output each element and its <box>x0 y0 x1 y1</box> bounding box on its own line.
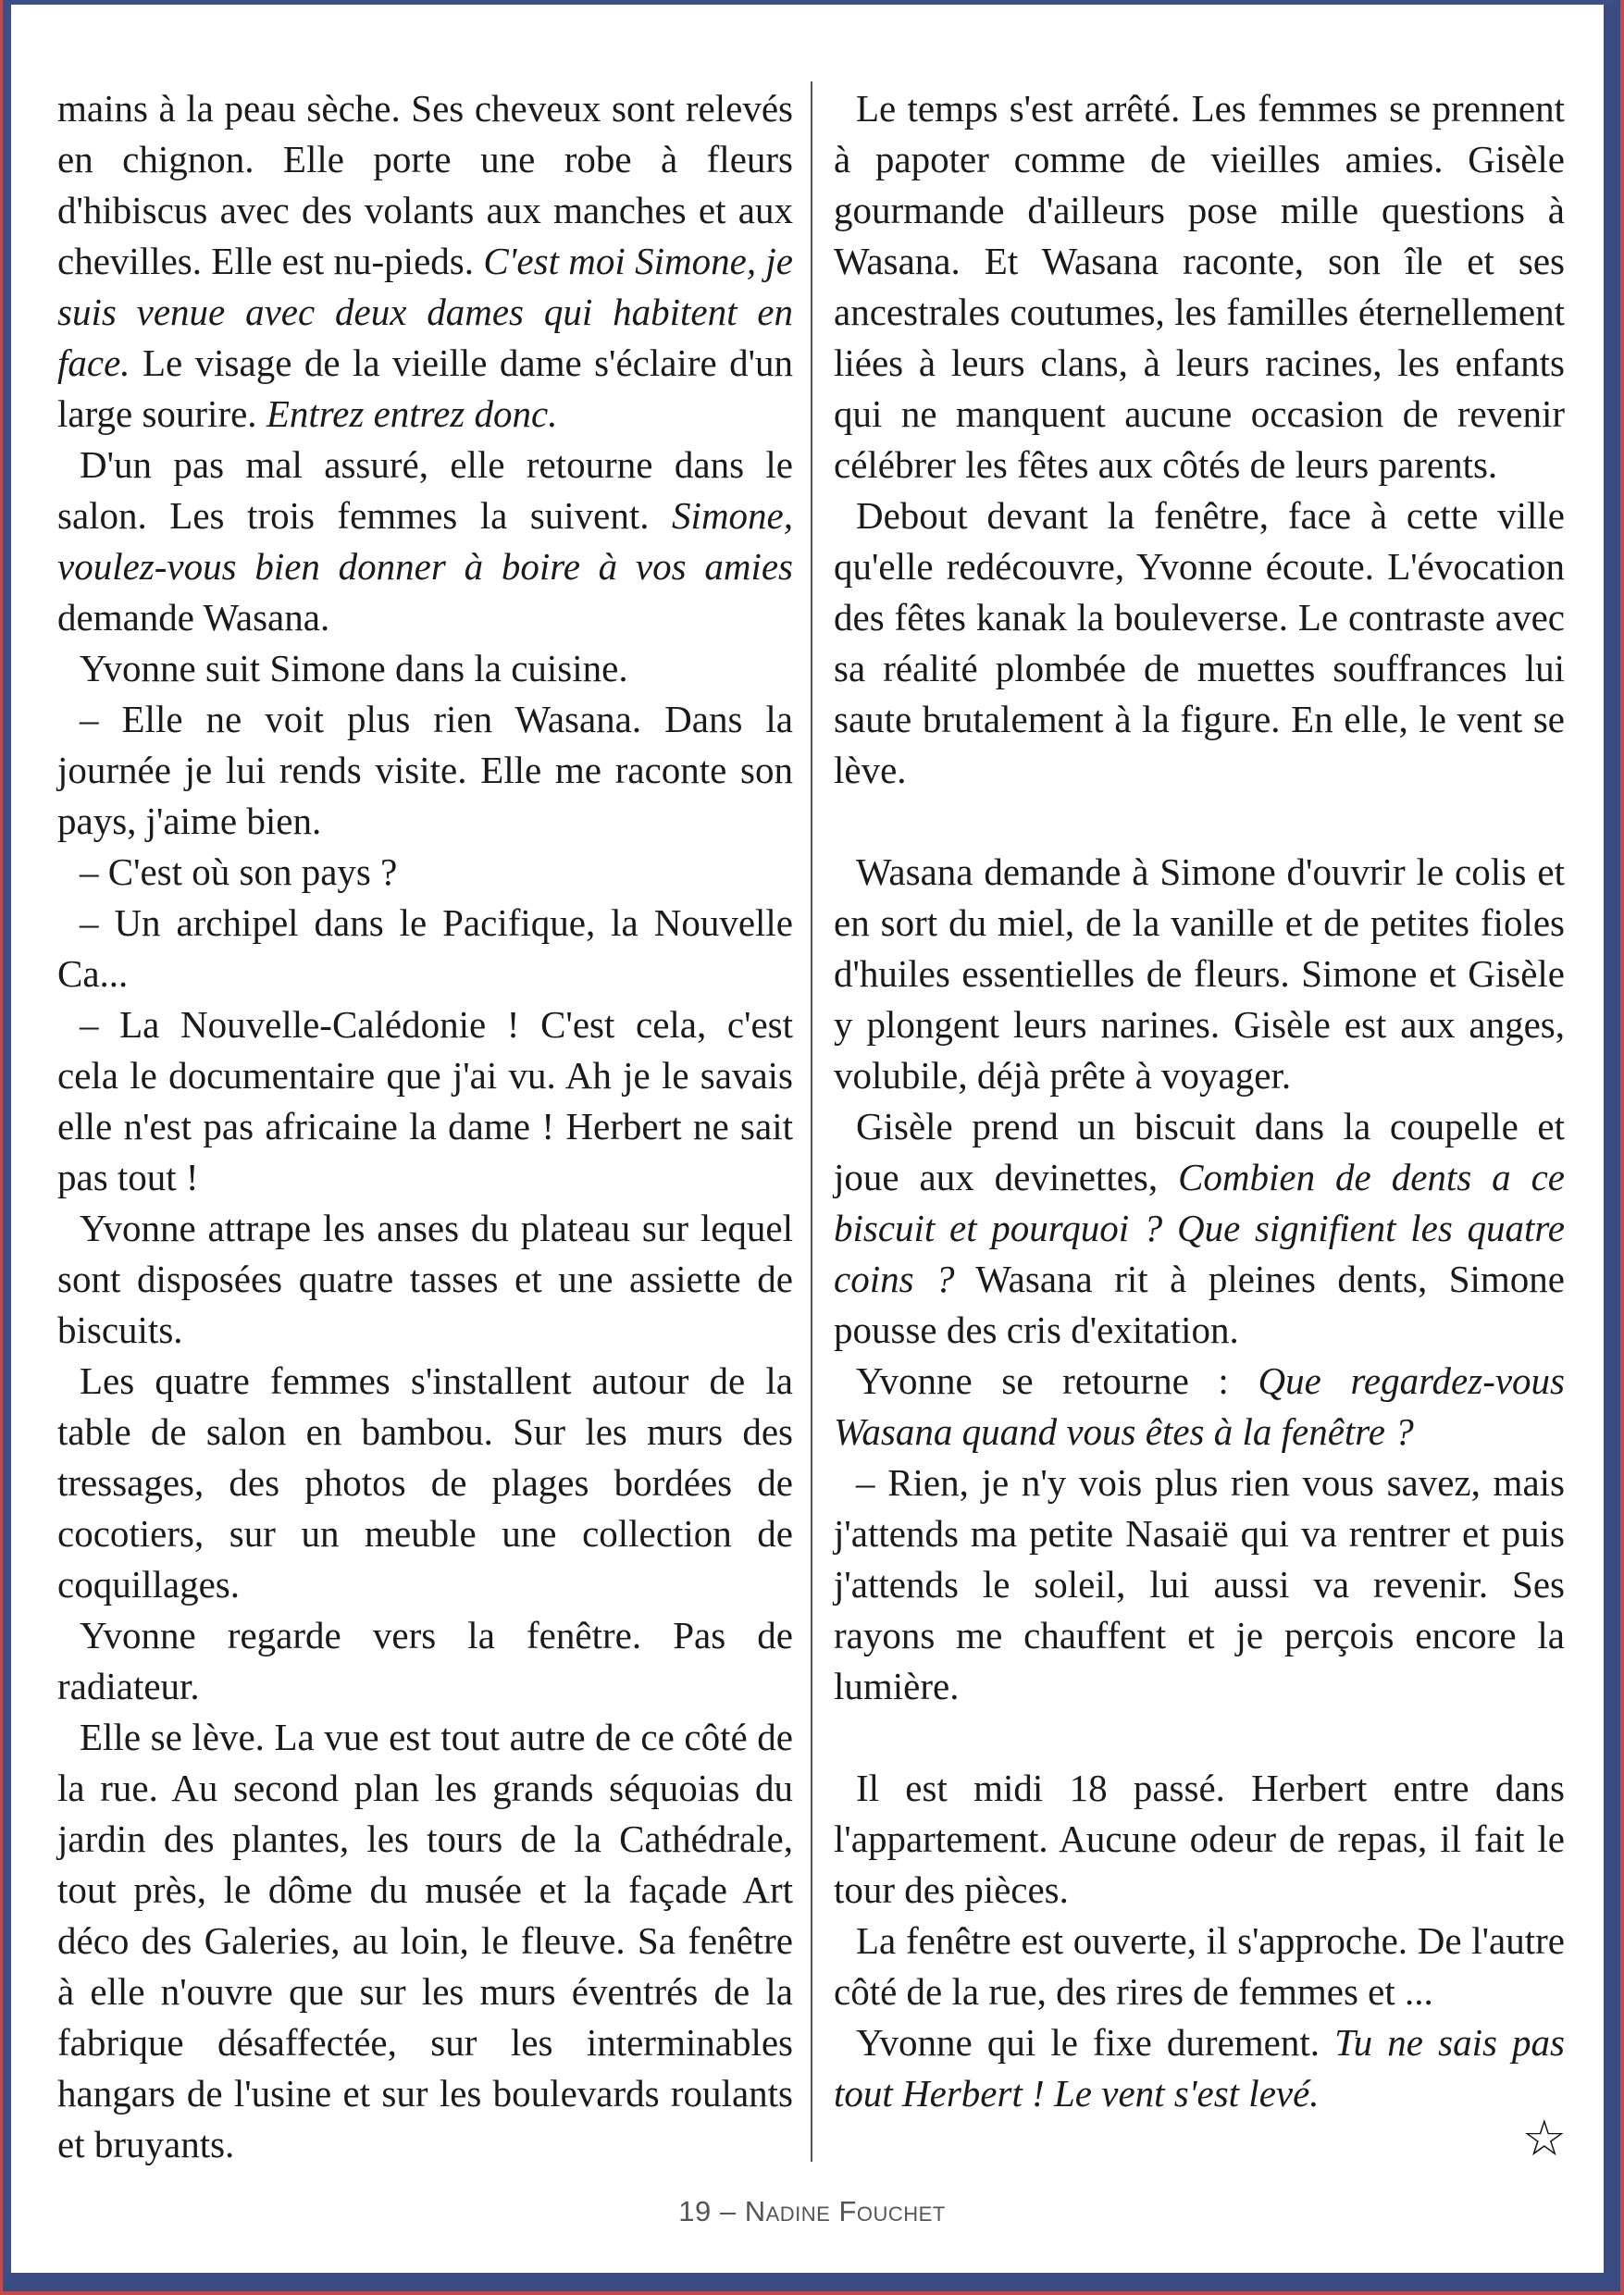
text-run: Wasana rit à pleines dents, Simone pousse des cris d'exitation. <box>834 1258 1565 1351</box>
text-run: Yvonne qui le fixe durement. <box>856 2021 1335 2064</box>
text-run: Gisèle prend un biscuit dans la coupelle et joue aux devinettes, <box>834 1105 1565 1198</box>
text-run: Le temps s'est arrêté. Les femmes se prennent à papoter comme de vieilles amies. Gisèle gourmande d'ailleurs pose mille questions à Wasana. Et Wasana raconte, son île et ses ancestrales coutumes, les familles éternellement liées à leurs clans, à leurs racines, les enfants qui ne manquent aucune occasion de revenir célébrer les fêtes aux côtés de leurs parents. <box>834 87 1565 486</box>
italic-text: Entrez entrez donc. <box>266 392 558 435</box>
text-run: La fenêtre est ouverte, il s'approche. De l'autre côté de la rue, des rires de femmes et ... <box>834 1919 1565 2013</box>
text-run: Yvonne se retourne : <box>856 1359 1258 1402</box>
italic-text: Tu ne sais pas tout Herbert ! Le vent s'est levé. <box>834 2021 1565 2115</box>
paragraph <box>57 999 793 1203</box>
paragraph <box>834 847 1565 1101</box>
page-footer <box>0 2195 1624 2228</box>
text-run: – Un archipel dans le Pacifique, la Nouvelle Ca... <box>57 901 793 995</box>
text-run: – Rien, je n'y vois plus rien vous savez, mais j'attends ma petite Nasaië qui va rentrer et puis j'attends le soleil, lui aussi va revenir. Ses rayons me chauffent et je perçois encore la lumière. <box>834 1461 1565 1707</box>
paragraph <box>57 1610 793 1712</box>
paragraph <box>57 440 793 643</box>
text-run: – C'est où son pays ? <box>80 850 398 893</box>
paragraph <box>834 1101 1565 1356</box>
text-run: Yvonne suit Simone dans la cuisine. <box>80 647 628 689</box>
text-run: – Elle ne voit plus rien Wasana. Dans la journée je lui rends visite. Elle me raconte son pays, j'aime bien. <box>57 698 793 842</box>
paragraph <box>834 2017 1565 2119</box>
text-run: mains à la peau sèche. Ses cheveux sont relevés en chignon. Elle porte une robe à fleurs d'hibiscus avec des volants aux manches et aux chevilles. Elle est nu-pieds. <box>57 87 793 282</box>
paragraph <box>834 1458 1565 1712</box>
paragraph <box>57 847 793 898</box>
paragraph <box>834 1916 1565 2017</box>
paragraph <box>57 643 793 694</box>
italic-text: Combien de dents a ce biscuit et pourquoi ? Que signifient les quatre coins ? <box>834 1156 1566 1300</box>
text-run: Wasana demande à Simone d'ouvrir le colis et en sort du miel, de la vanille et de petites fioles d'huiles essentielles de fleurs. Simone et Gisèle y plongent leurs narines. Gisèle est aux anges, volubile, déjà prête à voyager. <box>834 850 1565 1097</box>
right-column <box>834 83 1565 2119</box>
author-name: Nadine Fouchet <box>744 2195 946 2227</box>
paragraph <box>834 1763 1565 1916</box>
text-run: Yvonne attrape les anses du plateau sur lequel sont disposées quatre tasses et une assiette de biscuits. <box>57 1207 793 1351</box>
column-divider <box>811 81 812 2162</box>
paragraph <box>834 83 1565 490</box>
text-run: Elle se lève. La vue est tout autre de ce côté de la rue. Au second plan les grands séquoias du jardin des plantes, les tours de la Cathédrale, tout près, le dôme du musée et la façade Art déco des Galeries, au loin, le fleuve. Sa fenêtre à elle n'ouvre que sur les murs éventrés de la fabrique désaffectée, sur les interminables hangars de l'usine et sur les boulevards roulants et bruyants. <box>57 1716 793 2165</box>
italic-text: Que regardez-vous Wasana quand vous êtes à la fenêtre ? <box>834 1359 1565 1453</box>
paragraph <box>57 1356 793 1610</box>
paragraph <box>57 83 793 440</box>
paragraph <box>57 898 793 999</box>
paragraph <box>57 694 793 847</box>
text-run: Yvonne regarde vers la fenêtre. Pas de radiateur. <box>57 1614 793 1707</box>
text-run: D'un pas mal assuré, elle retourne dans le salon. Les trois femmes la suivent. <box>57 443 793 537</box>
text-run: Les quatre femmes s'installent autour de la table de salon en bambou. Sur les murs des tressages, des photos de plages bordées de cocotiers, sur un meuble une collection de coquillages. <box>57 1359 793 1606</box>
paragraph <box>834 1356 1565 1458</box>
italic-text: Simone, voulez-vous bien donner à boire à vos amies <box>57 494 793 588</box>
page-number: 19 <box>678 2195 712 2227</box>
text-run: Le visage de la vieille dame s'éclaire d'un large sourire. <box>57 341 793 435</box>
left-column <box>57 83 793 2170</box>
star-outline-icon: ☆ <box>1521 2109 1567 2167</box>
text-run: Il est midi 18 passé. Herbert entre dans l'appartement. Aucune odeur de repas, il fait le tour des pièces. <box>834 1767 1565 1911</box>
text-run: demande Wasana. <box>57 596 330 639</box>
text-run: – La Nouvelle-Calédonie ! C'est cela, c'est cela le documentaire que j'ai vu. Ah je le savais elle n'est pas africaine la dame ! Herbert ne sait pas tout ! <box>57 1003 793 1198</box>
paragraph <box>57 1712 793 2170</box>
paragraph <box>57 1203 793 1356</box>
paragraph <box>834 490 1565 796</box>
text-run: Debout devant la fenêtre, face à cette ville qu'elle redécouvre, Yvonne écoute. L'évocation des fêtes kanak la bouleverse. Le contraste avec sa réalité plombée de muettes souffrances lui saute brutalement à la figure. En elle, le vent se lève. <box>834 494 1565 791</box>
footer-separator: – <box>719 2195 737 2227</box>
italic-text: C'est moi Simone, je suis venue avec deux dames qui habitent en face. <box>57 240 793 384</box>
